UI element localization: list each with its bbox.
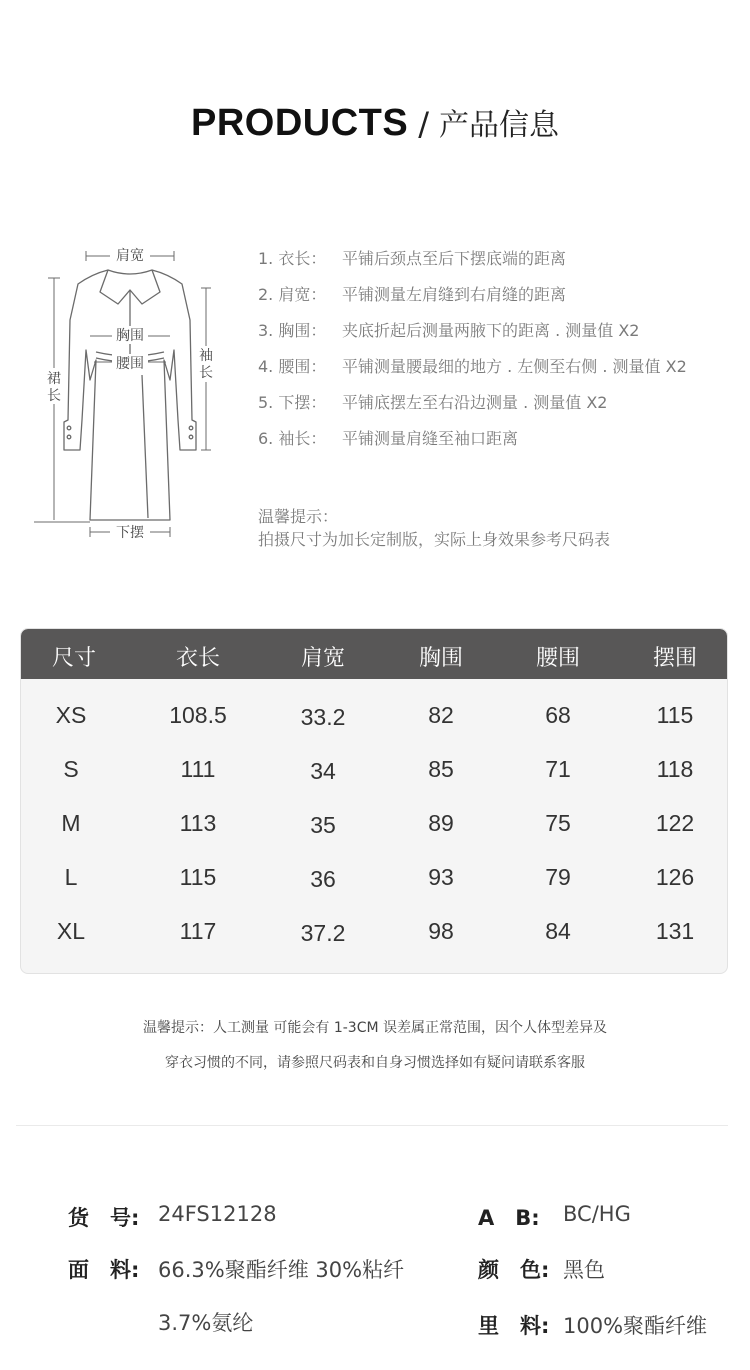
table-cell: 98 <box>428 918 454 944</box>
note-sleeve: 6. 袖长： 平铺测量肩缝至袖口距离 <box>258 429 519 448</box>
header-size: 尺寸 <box>51 646 96 671</box>
table-cell: 82 <box>428 702 454 728</box>
label-shoulder: 肩宽 <box>116 248 144 264</box>
label-skirt-length-1: 裙 <box>47 371 61 387</box>
size-table <box>20 628 728 974</box>
tip-text: 拍摄尺寸为加长定制版，实际上身效果参考尺码表 <box>258 530 611 549</box>
table-cell: L <box>64 864 78 890</box>
table-cell: 122 <box>655 810 695 836</box>
table-cell: 37.2 <box>300 920 346 946</box>
table-header <box>21 629 727 679</box>
label-waist: 腰围 <box>116 356 144 372</box>
table-cell: M <box>61 810 81 836</box>
note-length: 1. 衣长： 平铺后颈点至后下摆底端的距离 <box>258 249 567 268</box>
tip-title: 温馨提示： <box>258 507 339 526</box>
divider <box>16 1125 728 1126</box>
lining-value: 100%聚酯纤维 <box>563 1314 708 1338</box>
sku-label: 货 号: <box>68 1206 140 1230</box>
fabric-label: 面 料: <box>68 1258 140 1282</box>
table-cell: XL <box>56 918 86 944</box>
table-cell: 89 <box>428 810 454 836</box>
label-hem: 下摆 <box>116 525 144 541</box>
title-english: PRODUCTS <box>190 102 409 144</box>
label-skirt-length-2: 长 <box>47 388 61 404</box>
note-hem: 5. 下摆： 平铺底摆左至右沿边测量 . 测量值 X2 <box>258 393 608 412</box>
table-cell: 115 <box>656 702 694 728</box>
table-cell: 33.2 <box>300 704 346 730</box>
header-waist: 腰围 <box>535 646 580 671</box>
table-cell: 35 <box>310 812 336 838</box>
note-waist: 4. 腰围： 平铺测量腰最细的地方 . 左侧至右侧 . 测量值 X2 <box>258 357 687 376</box>
color-value: 黑色 <box>563 1258 605 1282</box>
note-chest: 3. 胸围： 夹底折起后测量两腋下的距离 . 测量值 X2 <box>258 321 640 340</box>
header-hem: 摆围 <box>652 646 697 671</box>
note-shoulder: 2. 肩宽： 平铺测量左肩缝到右肩缝的距离 <box>258 285 567 304</box>
fabric-value-2: 3.7%氨纶 <box>158 1311 254 1335</box>
dress-outline <box>64 270 196 520</box>
table-cell: 131 <box>655 918 695 944</box>
table-cell: 118 <box>656 756 694 782</box>
label-sleeve-2: 长 <box>199 365 213 381</box>
table-cell: 84 <box>545 918 571 944</box>
table-cell: XS <box>55 702 87 728</box>
table-cell: 111 <box>180 756 216 782</box>
table-cell: 113 <box>179 810 217 836</box>
page-title <box>0 100 750 145</box>
table-cell: 93 <box>428 864 454 890</box>
color-label: 颜 色: <box>478 1258 550 1282</box>
table-cell: 79 <box>545 864 571 890</box>
table-cell: 36 <box>310 866 336 892</box>
header-chest: 胸围 <box>418 646 463 671</box>
measure-tip-line1: 温馨提示：人工测量 可能会有 1-3CM 误差属正常范围，因个人体型差异及 <box>142 1020 608 1036</box>
table-cell: 34 <box>310 758 336 784</box>
table-cell: 85 <box>428 756 454 782</box>
title-separator: / <box>418 105 429 143</box>
title-chinese: 产品信息 <box>439 108 559 143</box>
fabric-value-1: 66.3%聚酯纤维 30%粘纤 <box>158 1258 405 1282</box>
table-cell: S <box>63 756 79 782</box>
table-cell: 117 <box>179 918 217 944</box>
sku-value: 24FS12128 <box>158 1202 277 1226</box>
ab-value: BC/HG <box>563 1202 631 1226</box>
table-cell: 75 <box>545 810 571 836</box>
dress-sketch <box>30 240 230 550</box>
table-cell: 68 <box>545 702 571 728</box>
ab-label: A B: <box>478 1206 540 1230</box>
table-cell: 115 <box>179 864 217 890</box>
table-cell: 126 <box>655 864 695 890</box>
header-length: 衣长 <box>175 646 220 671</box>
table-cell: 71 <box>545 756 571 782</box>
label-chest: 胸围 <box>116 328 144 344</box>
label-sleeve-1: 袖 <box>199 348 213 364</box>
measure-tip-line2: 穿衣习惯的不同，请参照尺码表和自身习惯选择如有疑问请联系客服 <box>165 1055 585 1071</box>
lining-label: 里 料: <box>478 1314 550 1338</box>
header-shoulder: 肩宽 <box>300 646 345 671</box>
table-cell: 108.5 <box>169 702 227 728</box>
